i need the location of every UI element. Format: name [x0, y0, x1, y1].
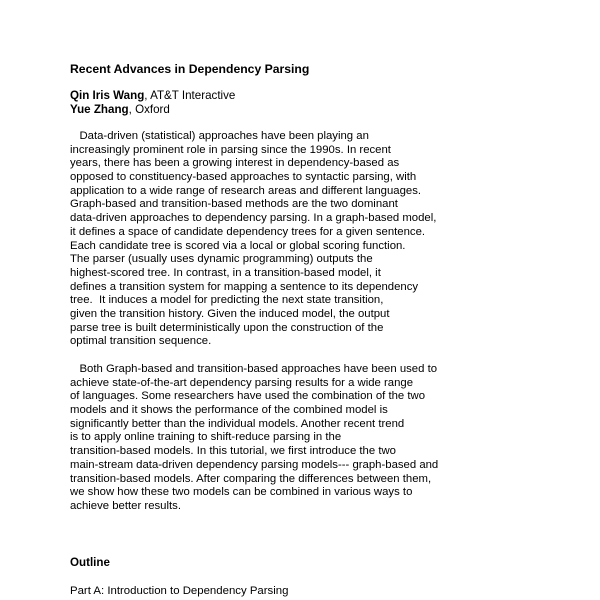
paragraph-line: given the transition history. Given the induced model, the output: [70, 307, 390, 320]
paragraph-line: Both Graph-based and transition-based approaches have been used to: [70, 363, 438, 375]
abstract-paragraph-1: [70, 130, 470, 349]
paragraph-line: data-driven approaches to dependency parsing. In a graph-based model,: [70, 212, 437, 225]
author-list: [70, 89, 235, 117]
paragraph-line: achieve state-of-the-art dependency parsing results for a wide range: [70, 376, 414, 389]
paragraph-line: transition-based models. After comparing the differences between them,: [70, 472, 432, 485]
paragraph-line: transition-based models. In this tutorial, we first introduce the two: [70, 445, 396, 458]
paragraph-line: years, there has been a growing interest in dependency-based as: [70, 157, 400, 170]
paragraph-line: optimal transition sequence.: [70, 335, 212, 348]
author-line-2: [70, 103, 235, 117]
paragraph-line: increasingly prominent role in parsing since the 1990s. In recent: [70, 143, 391, 156]
outline-heading: Outline: [70, 556, 110, 569]
paragraph-line: Each candidate tree is scored via a local or global scoring function.: [70, 239, 406, 252]
paragraph-line: application to a wide range of research areas and different languages.: [70, 184, 422, 197]
paragraph-line: tree. It induces a model for predicting the next state transition,: [70, 294, 384, 307]
paragraph-line: it defines a space of candidate dependency trees for a given sentence.: [70, 225, 426, 238]
paragraph-line: achieve better results.: [70, 499, 181, 512]
paragraph-line: defines a transition system for mapping a sentence to its dependency: [70, 280, 419, 293]
author-name: Qin Iris Wang: [70, 89, 145, 102]
paragraph-line: Data-driven (statistical) approaches have been playing an: [70, 130, 369, 142]
document-title: Recent Advances in Dependency Parsing: [70, 62, 310, 76]
paragraph-line: models and it shows the performance of the combined model is: [70, 404, 388, 417]
author-name: Yue Zhang: [70, 103, 129, 116]
paragraph-line: main-stream data-driven dependency parsing models--- graph-based and: [70, 458, 439, 471]
paragraph-line: opposed to constituency-based approaches to syntactic parsing, with: [70, 171, 417, 184]
author-affiliation: , AT&T Interactive: [144, 89, 236, 102]
author-line-1: [70, 89, 235, 103]
paragraph-line: is to apply online training to shift-reduce parsing in the: [70, 431, 342, 444]
author-affiliation: , Oxford: [128, 103, 170, 116]
paragraph-line: highest-scored tree. In contrast, in a transition-based model, it: [70, 266, 381, 279]
paragraph-line: we show how these two models can be combined in various ways to: [70, 486, 413, 499]
outline-item: Part A: Introduction to Dependency Parsing: [70, 585, 289, 597]
paragraph-line: The parser (usually uses dynamic programming) outputs the: [70, 253, 373, 266]
paragraph-line: Graph-based and transition-based methods are the two dominant: [70, 198, 398, 211]
abstract-paragraph-2: [70, 363, 470, 514]
paragraph-line: parse tree is built deterministically upon the construction of the: [70, 321, 384, 334]
paragraph-line: significantly better than the individual models. Another recent trend: [70, 417, 405, 430]
paragraph-line: of languages. Some researchers have used the combination of the two: [70, 390, 426, 403]
